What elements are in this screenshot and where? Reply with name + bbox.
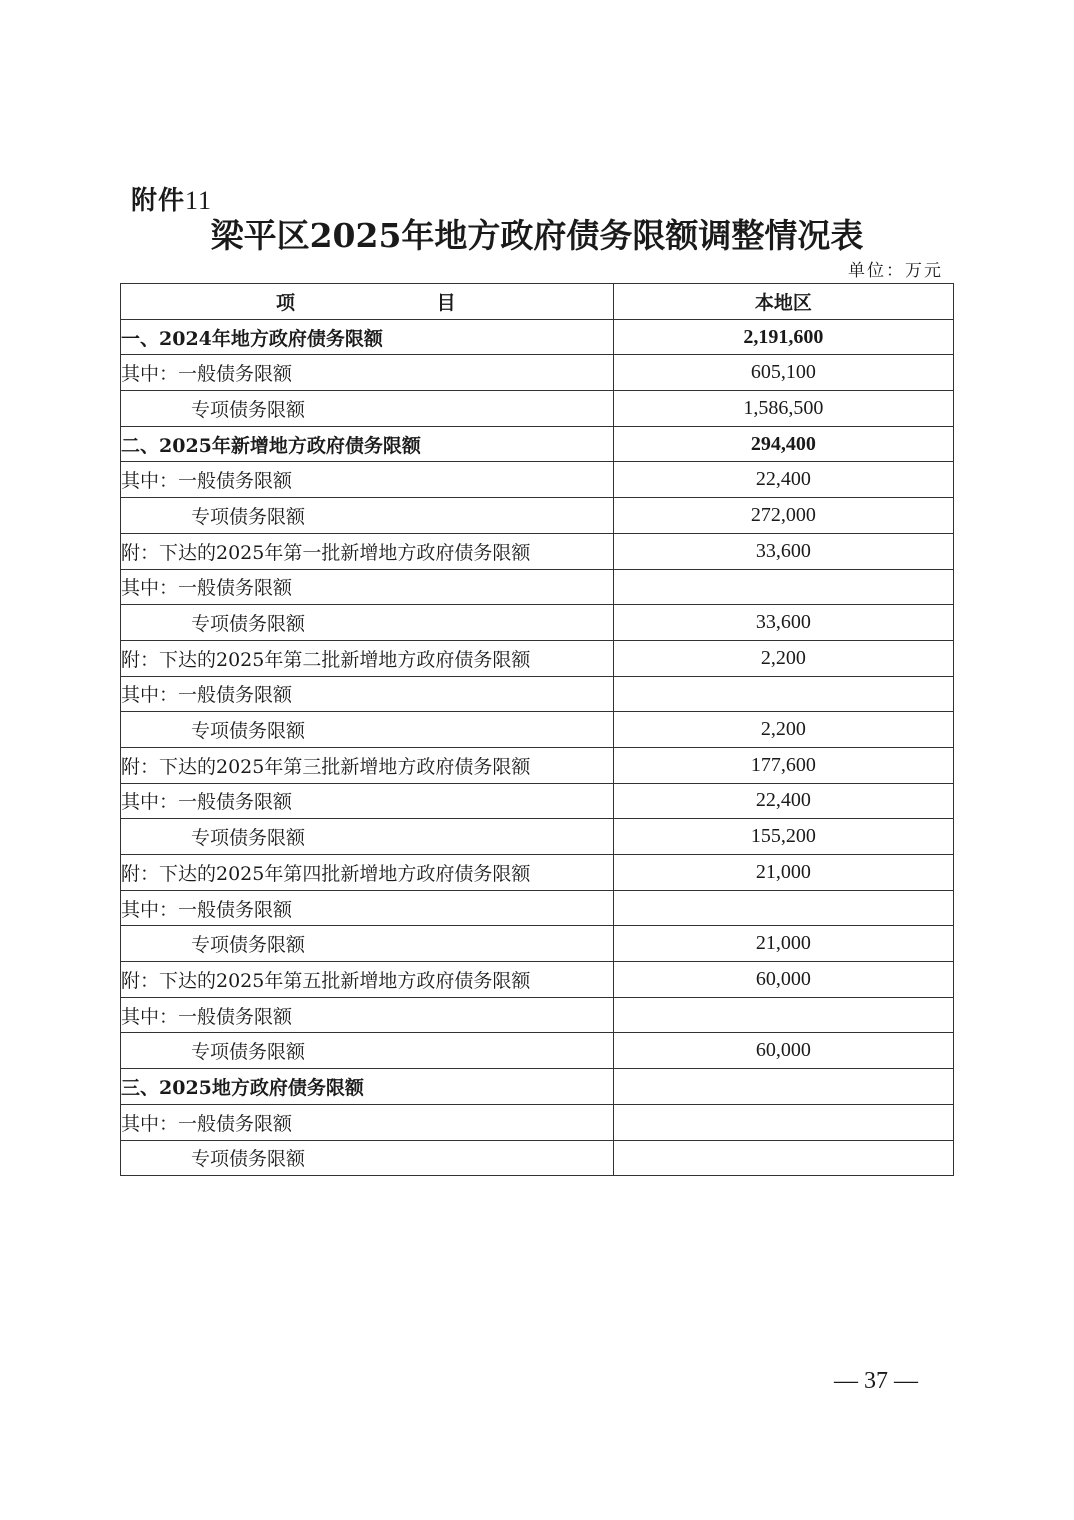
table-row — [121, 962, 954, 998]
row-item-label: 专项债务限额 — [121, 712, 614, 748]
header-value: 本地区 — [613, 284, 953, 320]
debt-limit-table — [120, 283, 954, 1176]
row-item-label: 其中：一般债务限额 — [121, 1104, 614, 1140]
table-row — [121, 747, 954, 783]
row-item-label: 专项债务限额 — [121, 1033, 614, 1069]
row-item-label: 其中：一般债务限额 — [121, 997, 614, 1033]
table-body — [121, 319, 954, 1176]
row-item-label: 附：下达的2025年第三批新增地方政府债务限额 — [121, 747, 614, 783]
row-value — [613, 997, 953, 1033]
row-value — [613, 569, 953, 605]
table-row — [121, 819, 954, 855]
row-item-label: 专项债务限额 — [121, 926, 614, 962]
row-value — [613, 1069, 953, 1105]
table-row — [121, 605, 954, 641]
row-item-label: 其中：一般债务限额 — [121, 462, 614, 498]
table-row — [121, 355, 954, 391]
row-value: 2,200 — [613, 712, 953, 748]
row-item-label: 专项债务限额 — [121, 819, 614, 855]
row-item-label: 其中：一般债务限额 — [121, 676, 614, 712]
row-value: 272,000 — [613, 498, 953, 534]
row-item-label: 附：下达的2025年第一批新增地方政府债务限额 — [121, 533, 614, 569]
row-item-label: 专项债务限额 — [121, 1140, 614, 1176]
row-item-label: 附：下达的2025年第二批新增地方政府债务限额 — [121, 640, 614, 676]
row-item-label: 专项债务限额 — [121, 605, 614, 641]
table-row — [121, 855, 954, 891]
row-value: 33,600 — [613, 533, 953, 569]
row-item-label: 其中：一般债务限额 — [121, 890, 614, 926]
header-item-left: 项 — [276, 291, 296, 314]
row-value: 155,200 — [613, 819, 953, 855]
row-value — [613, 676, 953, 712]
table-row — [121, 890, 954, 926]
row-value: 2,191,600 — [613, 319, 953, 355]
attachment-number: 11 — [185, 186, 213, 215]
table-row — [121, 569, 954, 605]
table-row — [121, 1069, 954, 1105]
document-title: 梁平区2025年地方政府债务限额调整情况表 — [210, 216, 864, 255]
page-number: — 37 — — [834, 1368, 918, 1394]
table-row — [121, 926, 954, 962]
table-row — [121, 1104, 954, 1140]
table-row — [121, 640, 954, 676]
header-item-right: 目 — [436, 291, 456, 314]
table-row — [121, 1140, 954, 1176]
row-value: 177,600 — [613, 747, 953, 783]
row-value: 21,000 — [613, 926, 953, 962]
table-row — [121, 462, 954, 498]
table-row — [121, 783, 954, 819]
table-row — [121, 533, 954, 569]
row-item-label: 一、2024年地方政府债务限额 — [121, 319, 614, 355]
row-item-label: 专项债务限额 — [121, 498, 614, 534]
header-item — [121, 284, 614, 320]
row-value: 1,586,500 — [613, 391, 953, 427]
table-row — [121, 319, 954, 355]
row-item-label: 其中：一般债务限额 — [121, 355, 614, 391]
row-value — [613, 1140, 953, 1176]
row-item-label: 附：下达的2025年第四批新增地方政府债务限额 — [121, 855, 614, 891]
attachment-prefix: 附件 — [131, 186, 186, 216]
table-row — [121, 498, 954, 534]
row-value: 294,400 — [613, 426, 953, 462]
table-row — [121, 391, 954, 427]
table-header-row — [121, 284, 954, 320]
row-value — [613, 890, 953, 926]
row-value: 21,000 — [613, 855, 953, 891]
row-value: 22,400 — [613, 462, 953, 498]
row-value — [613, 1104, 953, 1140]
row-item-label: 三、2025地方政府债务限额 — [121, 1069, 614, 1105]
row-value: 605,100 — [613, 355, 953, 391]
row-item-label: 其中：一般债务限额 — [121, 569, 614, 605]
row-value: 22,400 — [613, 783, 953, 819]
table-row — [121, 997, 954, 1033]
row-value: 2,200 — [613, 640, 953, 676]
row-item-label: 专项债务限额 — [121, 391, 614, 427]
table-row — [121, 676, 954, 712]
unit-label: 单位：万元 — [848, 261, 943, 281]
row-item-label: 二、2025年新增地方政府债务限额 — [121, 426, 614, 462]
row-value: 60,000 — [613, 962, 953, 998]
row-value: 60,000 — [613, 1033, 953, 1069]
row-value: 33,600 — [613, 605, 953, 641]
row-item-label: 附：下达的2025年第五批新增地方政府债务限额 — [121, 962, 614, 998]
row-item-label: 其中：一般债务限额 — [121, 783, 614, 819]
table-row — [121, 1033, 954, 1069]
table-row — [121, 426, 954, 462]
table-row — [121, 712, 954, 748]
